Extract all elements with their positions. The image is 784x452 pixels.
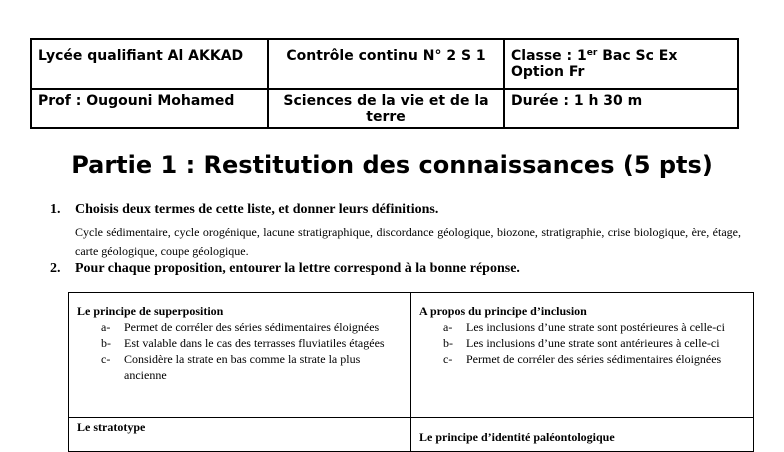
class-info: Classe : 1er Bac Sc Ex Option Fr xyxy=(505,40,737,90)
table-divider xyxy=(410,293,411,451)
mcq-table xyxy=(68,292,754,452)
option-letter[interactable]: a- xyxy=(443,320,453,334)
mcq-option[interactable] xyxy=(419,319,744,335)
mcq-option[interactable] xyxy=(77,335,402,351)
school-name: Lycée qualifiant Al AKKAD xyxy=(32,40,269,90)
table-divider xyxy=(410,417,753,418)
option-text: Permet de corréler des séries sédimentaires éloignées xyxy=(124,320,380,334)
mcq-cell-title: Le stratotype xyxy=(77,420,146,434)
option-text: Les inclusions d’une strate sont postérieures à celle-ci xyxy=(466,320,725,334)
table-divider xyxy=(69,417,410,418)
mcq-cell-title: A propos du principe d’inclusion xyxy=(419,304,587,318)
mcq-cell-superposition xyxy=(77,303,402,383)
question-text: Choisis deux termes de cette liste, et donner leurs définitions. xyxy=(75,202,439,217)
mcq-option[interactable] xyxy=(77,351,402,383)
option-text: Les inclusions d’une strate sont antérieures à celle-ci xyxy=(466,336,720,350)
mcq-cell-paleontological-identity xyxy=(419,429,744,445)
teacher-name: Prof : Ougouni Mohamed xyxy=(32,90,269,127)
option-text: Est valable dans le cas des terrasses fluviatiles étagées xyxy=(124,336,385,350)
mcq-cell-stratotype xyxy=(77,419,402,435)
question-text: Pour chaque proposition, entourer la lettre correspond à la bonne réponse. xyxy=(75,261,520,276)
option-letter[interactable]: c- xyxy=(101,352,111,366)
option-letter[interactable]: b- xyxy=(101,336,111,350)
mcq-cell-inclusion xyxy=(419,303,744,367)
header-table xyxy=(30,38,739,129)
mcq-option[interactable] xyxy=(419,351,744,367)
exam-duration: Durée : 1 h 30 m xyxy=(511,93,643,109)
option-letter[interactable]: c- xyxy=(443,352,453,366)
mcq-cell-title: Le principe de superposition xyxy=(77,304,224,318)
question-number: 2. xyxy=(50,261,61,276)
part-title: Partie 1 : Restitution des connaissances (5 pts) xyxy=(71,151,713,179)
mcq-option[interactable] xyxy=(419,335,744,351)
question-number: 1. xyxy=(50,202,61,217)
terms-list: Cycle sédimentaire, cycle orogénique, lacune stratigraphique, discordance géologique, biozone, stratigraphie, crise biologique, ère, étage, carte géologique, coupe géologique. xyxy=(75,225,741,258)
subject-name: Sciences de la vie et de la terre xyxy=(269,90,505,127)
mcq-cell-title: Le principe d’identité paléontologique xyxy=(419,430,615,444)
class-superscript: er xyxy=(586,48,598,58)
option-text: Considère la strate en bas comme la strate la plus ancienne xyxy=(124,352,361,382)
mcq-option[interactable] xyxy=(77,319,402,335)
option-letter[interactable]: a- xyxy=(101,320,111,334)
exam-title: Contrôle continu N° 2 S 1 xyxy=(269,40,505,90)
option-letter[interactable]: b- xyxy=(443,336,453,350)
option-text: Permet de corréler des séries sédimentaires éloignées xyxy=(466,352,722,366)
